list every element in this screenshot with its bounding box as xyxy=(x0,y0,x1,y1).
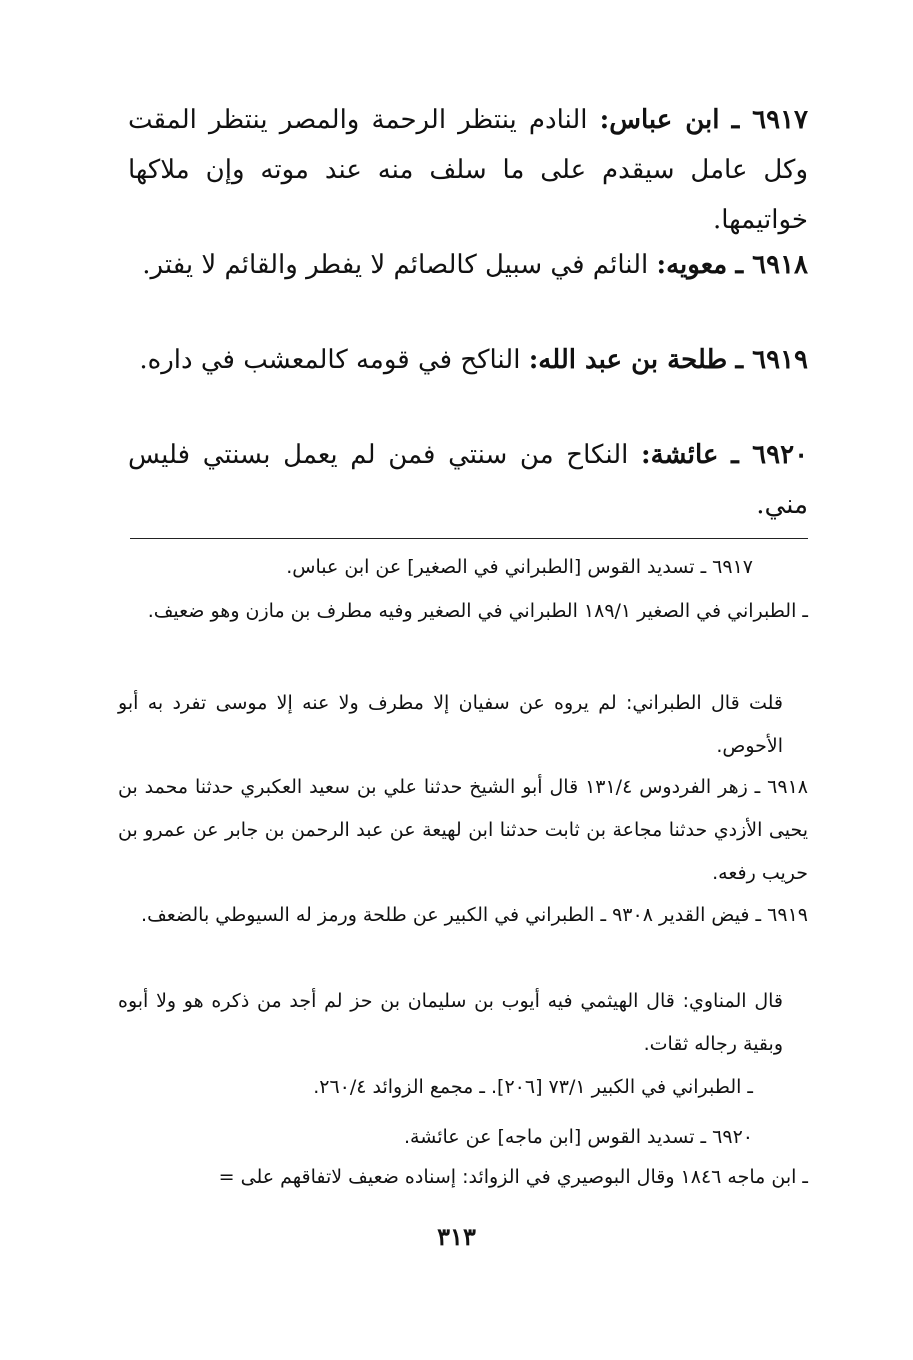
entry-number: ٦٩٢٠ ـ xyxy=(731,440,809,470)
footnote: ٦٩٢٠ ـ تسديد القوس [ابن ماجه] عن عائشة. xyxy=(404,1126,753,1148)
entry-number: ٦٩١٧ ـ xyxy=(731,105,808,135)
footnote-divider xyxy=(130,538,808,539)
entry-6919 xyxy=(128,335,808,385)
entry-text: الناكح في قومه كالمعشب في داره. xyxy=(139,345,521,375)
footnote: ٦٩١٩ ـ فيض القدير ٩٣٠٨ ـ الطبراني في الكبير عن طلحة ورمز له السيوطي بالضعف. xyxy=(141,904,808,926)
entry-number: ٦٩١٨ ـ xyxy=(735,250,808,280)
entry-source: معويه: xyxy=(656,250,728,280)
entry-6920 xyxy=(128,430,808,530)
footnote: قال المناوي: قال الهيثمي فيه أيوب بن سليمان بن حز لم أجد من ذكره هو ولا أبوه وبقية رجاله ثقات. xyxy=(118,990,783,1055)
footnote: ـ الطبراني في الكبير ٧٣/١ [٢٠٦]. ـ مجمع الزوائد ٢٦٠/٤. xyxy=(313,1076,753,1098)
entry-text: النادم ينتظر الرحمة والمصر ينتظر المقت وكل عامل سيقدم على ما سلف منه عند موته وإن ملاكها خواتيمها. xyxy=(128,105,808,235)
footnote: ـ الطبراني في الصغير ١٨٩/١ الطبراني في الصغير وفيه مطرف بن مازن وهو ضعيف. xyxy=(147,600,808,622)
entry-6918 xyxy=(128,240,808,290)
footnote: ٦٩١٧ ـ تسديد القوس [الطبراني في الصغير] عن ابن عباس. xyxy=(286,556,753,578)
footnote: ٦٩١٨ ـ زهر الفردوس ١٣١/٤ قال أبو الشيخ حدثنا علي بن سعيد العكبري حدثنا محمد بن يحيى الأزدي حدثنا مجاعة بن ثابت حدثنا ابن لهيعة عن عبد الرحمن بن جابر عن عمرو بن حريب رفعه. xyxy=(118,776,808,884)
footnote: ـ ابن ماجه ١٨٤٦ وقال البوصيري في الزوائد: إسناده ضعيف لاتفاقهم على = xyxy=(218,1166,808,1188)
entry-number: ٦٩١٩ ـ xyxy=(735,345,808,375)
entry-6917 xyxy=(128,95,808,245)
footnote: قلت قال الطبراني: لم يروه عن سفيان إلا مطرف ولا عنه إلا موسى تفرد به أبو الأحوص. xyxy=(118,692,783,757)
entry-source: عائشة: xyxy=(641,440,719,470)
page-number: ٣١٣ xyxy=(437,1222,476,1251)
entry-text: النائم في سبيل كالصائم لا يفطر والقائم لا يفتر. xyxy=(142,250,649,280)
entry-source: طلحة بن عبد الله: xyxy=(528,345,728,375)
entry-source: ابن عباس: xyxy=(599,105,720,135)
entry-text: النكاح من سنتي فمن لم يعمل بسنتي فليس مني. xyxy=(128,440,808,520)
